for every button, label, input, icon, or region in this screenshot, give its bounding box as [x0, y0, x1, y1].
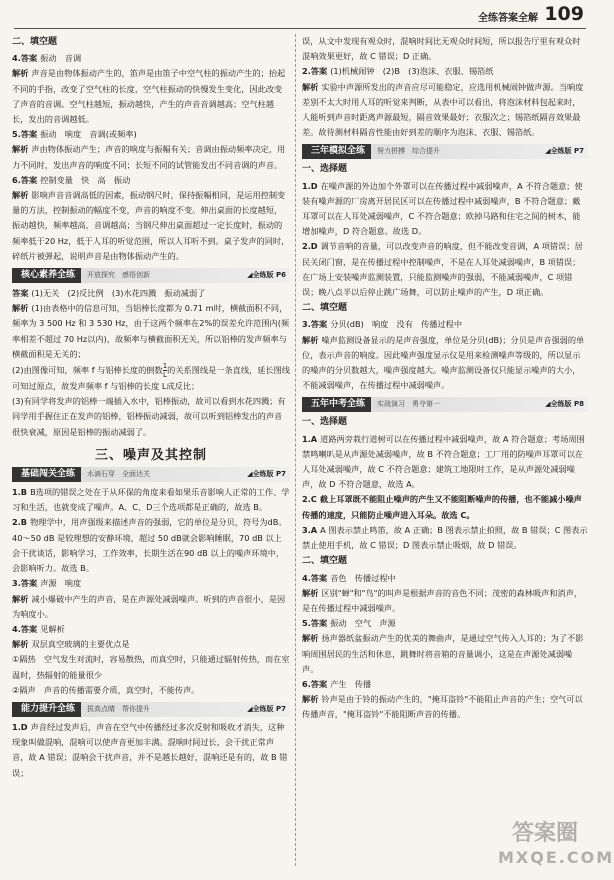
answer-item-4	[12, 51, 290, 127]
analysis-text: (3)有同学将发声的铝棒一端插入水中，铝棒振动，故可以看到水花四溅；有同学用手握住正在发声的铝棒，铝棒振动减弱，故可以听到铝棒发出的声音很快衰减，原因是铝棒的振动减弱了。	[12, 396, 286, 437]
analysis-text: 噪声监测设备显示的是声音强度，单位是分贝(dB)；分贝是声音强弱的单位，表示声音的响度。因此噪声强度显示仪是用来检测噪声等级的，所以显示的噪声的分贝数越大，噪声强度越大。噪声监测设备仅只能显示噪声的大小，不能减弱噪声，在传播过程中减弱噪声。	[302, 334, 585, 391]
item-label: 5.答案	[12, 129, 38, 140]
item-label: 5.答案	[302, 618, 328, 629]
section-heading: 二、填空题	[12, 37, 58, 47]
analysis-label: 解析	[302, 81, 319, 92]
banner-slogan: 拔高点睛 帮你提升	[87, 704, 151, 713]
analysis-text: 影响声音音调高低的因素，振动钢尺时，保持振幅相同，是运用控制变量的方法，控制振动的幅度不变，声音的响度不变。伸出桌面的长度越短，振动越快，频率越高，音调越高；当钢尺伸出桌面超过一定长度时，振动的频率低于20 Hz，低于人耳的听觉范围，所以人耳听不到。桌子发声的同时，碎纸片被弹起，说明声音是由物体振动产生的。	[12, 190, 290, 261]
item-answer: 分贝(dB) 响度 没有 传播过程中	[330, 319, 463, 330]
banner-three-year	[302, 144, 588, 159]
item-label: 答案	[12, 288, 29, 299]
answer-item-core	[12, 286, 290, 440]
watermark-bottom: MXQE.COM	[498, 848, 614, 867]
answer-item-b1	[12, 485, 290, 515]
item-label: 6.答案	[12, 174, 38, 185]
answer-item-d2	[302, 239, 588, 300]
watermark-logo	[498, 820, 614, 876]
page-header	[0, 0, 600, 30]
chapter-section-title: 三、噪声及其控制	[94, 447, 207, 463]
banner-basic	[12, 467, 290, 482]
item-label: 2.B	[12, 517, 28, 528]
analysis-text: 双层真空玻璃的主要优点是	[31, 639, 130, 650]
item-label: 2.C	[302, 494, 317, 505]
watermark-top: 答案圈	[511, 821, 578, 846]
analysis-label: 解析	[12, 639, 29, 650]
item-label: 4.答案	[12, 53, 38, 64]
analysis-text: (1)由表格中的信息可知，当铝棒长度都为 0.71 m时，横截面积不同，频率为 3 500 Hz 和 3 530 Hz，由于这两个频率在2%的误差允许范围内(频率相差不超过 70 Hz以内)，故频率与横截面积无关，所以铝棒的发声频率与横截面积是无关的；	[12, 303, 290, 359]
item-answer: 见解析	[40, 623, 65, 634]
item-answer: 振动 响度 音调(或频率)	[40, 129, 137, 140]
analysis-label: 解析	[12, 190, 29, 201]
banner-ref: ◢全练版 P7	[247, 469, 286, 478]
analysis-label: 解析	[302, 694, 319, 705]
answer-item-d1	[302, 179, 588, 240]
section-heading: 一、选择题	[302, 417, 348, 428]
item-text: 物理学中，用声强级来描述声音的强弱，它的单位是分贝，符号为dB。40～50 dB 是较理想的安静环境，超过 50 dB就会影响睡眠，70 dB 以上会干扰谈话，影响学习，工作效率，长期生活在90 dB 以上的噪声环境中，会影响听力。故选 B。	[12, 517, 287, 574]
banner-five-year	[302, 397, 588, 412]
answer-item-c1	[12, 720, 290, 781]
answer-item-b3	[12, 576, 290, 622]
analysis-text: 区别"蝉"和"鸟"的叫声是根据声音的音色不同；茂密的森林吸声和消声，是在传播过程中减弱噪声。	[302, 587, 583, 613]
analysis-text: (2)由图像可知，频率 f 与铝棒长度的倒数	[12, 365, 163, 376]
item-label: 2.答案	[302, 66, 328, 77]
analysis-label: 解析	[12, 593, 29, 604]
banner-ability	[12, 702, 290, 717]
banner-ref: ◢全练版 P7	[247, 704, 286, 713]
banner-title: 能力提升全练	[15, 702, 81, 717]
analysis-label: 解析	[302, 587, 319, 598]
banner-title: 基础闯关全练	[15, 467, 81, 482]
answer-item-c2	[302, 64, 588, 140]
banner-title: 核心素养全练	[15, 268, 81, 283]
header-title: 全练答案全解	[478, 13, 538, 24]
answer-item-e2	[302, 492, 588, 522]
item-label: 4.答案	[12, 623, 38, 634]
answer-item-c1-continued	[302, 34, 588, 64]
answer-item-e6	[302, 677, 588, 723]
right-column	[302, 34, 588, 723]
banner-ref: ◢全练版 P6	[247, 270, 286, 279]
item-answer: 产生 传播	[330, 678, 372, 689]
item-answer: 音色 传播过程中	[330, 572, 396, 583]
banner-ref: ◢全练版 P8	[545, 400, 584, 409]
analysis-text: 声由物体振动产生；声音的响度与振幅有关；音调由振动频率决定，用力不同时，发出声音的响度不同；长短不同的试管能发出不同音调的声音。	[12, 144, 286, 170]
analysis-label: 解析	[12, 144, 29, 155]
analysis-text: 铃声是由于铃的振动产生的，"掩耳盗铃"不能阻止声音的产生；空气可以传播声音，"掩耳盗铃"不能阻断声音的传播。	[302, 694, 583, 720]
analysis-label: 解析	[12, 303, 29, 314]
section-heading: 一、选择题	[302, 164, 348, 175]
page-number: 109	[544, 3, 584, 25]
item-text: 在噪声源的外边加个外罩可以在传播过程中减弱噪声，A 不符合题意；使装有噪声源的厂房离开居民区可以在传播过程中减弱噪声，B 不符合题意；戴耳罩可以在人耳处减弱噪声，C 不符合题意；欧掉马路和住宅之间的树木，能增加噪声，D 符合题意。故选 D。	[302, 180, 583, 237]
banner-title: 三年模拟全练	[305, 144, 371, 159]
answer-item-e4	[302, 571, 588, 617]
header-rule	[14, 28, 586, 29]
item-label: 3.答案	[12, 578, 38, 589]
section-heading: 二、填空题	[302, 556, 348, 567]
column-divider	[295, 34, 296, 866]
analysis-label: 解析	[12, 68, 29, 79]
answer-item-e1	[302, 432, 588, 493]
item-label: 1.A	[302, 433, 318, 444]
analysis-text: 扬声器纸盆振动产生的优美的舞曲声，是通过空气传入人耳的；为了不影响周围居民的生活和休息，跳舞时将音箱的音量调小，这是在声源处减弱噪声。	[302, 633, 584, 674]
section-heading: 二、填空题	[302, 303, 348, 314]
item-answer: (1)机械闹钟 (2)B (3)泡沫、衣服、锡箔纸	[330, 66, 494, 77]
item-text: A 图表示禁止鸣笛，故 A 正确；B 图表示禁止拍照，故 B 错误；C 图表示禁止使用手机，故 C 错误；D 图表示禁止吸烟，故 D 错误。	[302, 524, 588, 551]
banner-slogan: 水滴石穿 全面达关	[87, 469, 151, 478]
analysis-text: 的关系图线是一条直线，延长图线可知过原点，故发声频率 f 与铝棒的长度 L成反比；	[12, 365, 290, 392]
item-label: 3.A	[302, 524, 318, 535]
banner-ref: ◢全练版 P7	[545, 147, 584, 156]
item-label: 6.答案	[302, 678, 328, 689]
item-text: 道路两旁栽行道树可以在传播过程中减弱噪声，故 A 符合题意；考场周围禁鸣喇叭是从声源处减弱噪声，故 B 不符合题意；工厂用的防噪声耳罩可以在人耳处减弱噪声，故 C 不符合题意；建筑工地限时工作，是从声源处减弱噪声，故 D 不符合题意，故选 A。	[302, 433, 585, 490]
item-answer: (1)无关 (2)反比例 (3)水花四溅 振动减弱了	[31, 288, 206, 299]
item-text: 声音经过发声后，声音在空气中传播经过多次反射和吸收才消失，这种现象叫做混响，混响可以使声音更加丰满。混响时间过长，会干扰正常声音，故 A 错误；混响会干扰声音，并不是越长越好，混响还是有的，故 B 错误；	[12, 721, 288, 778]
item-label: 1.D	[302, 180, 318, 191]
item-label: 4.答案	[302, 572, 328, 583]
banner-slogan: 努力拼搏 综合提升	[377, 147, 441, 156]
item-text: 截上耳罩既不能阻止噪声的产生又不能阻断噪声的传播，也不能减小噪声传播的速度，只能防止噪声进入耳朵。故选 C。	[302, 494, 582, 520]
analysis-text: ①隔热 空气发生对流时，容易散热，而真空时，只能通过辐射传热，而在室温时，热辐射的能量很少	[12, 654, 290, 680]
item-label: 1.D	[12, 721, 28, 732]
answer-item-e5	[302, 616, 588, 677]
item-label: 3.答案	[302, 319, 328, 330]
item-answer: 振动 音调	[40, 53, 82, 64]
left-column	[12, 34, 290, 781]
answer-item-6	[12, 173, 290, 264]
analysis-label: 解析	[302, 334, 319, 345]
answer-item-5	[12, 127, 290, 173]
analysis-text: 实验中声源所发出的声音应尽可能稳定，应选用机械闹钟做声源。当响度差别不太大时用人耳的听觉来判断，从表中可以看出，将泡沫材料包起来时，人能听到声音时距离声源最短，隔音效果最好；衣服次之；锡箔纸隔音效果最差。故待测材料隔音性能由好到差的顺序为泡沫、衣服、锡箔纸。	[302, 81, 584, 138]
answer-item-b2	[12, 515, 290, 576]
answer-item-b4	[12, 622, 290, 698]
item-answer: 控制变量 快 高 振动	[40, 174, 131, 185]
answer-item-e3	[302, 523, 588, 553]
item-text: B选项的错误之处在于从环保的角度来看如果乐音影响人正常的工作、学习和生活，也就变成了噪声。A、C、D三个选项都是正确的，故选 B。	[12, 487, 290, 513]
banner-core-literacy	[12, 268, 290, 283]
item-answer: 声源 响度	[40, 578, 82, 589]
item-text: 调节音响的音量，可以改变声音的响度，但不能改变音调，A 项错误；居民关闭门窗，是在传播过程中控制噪声，不是在人耳处减弱噪声，B 项错误；在广场上安装噪声监测装置，只能监测噪声的强弱，不能减弱噪声，C 项错误；晚八点半以后停止跳广场舞，可以防止噪声的产生，D 项正确。	[302, 241, 583, 298]
item-label: 2.D	[302, 241, 318, 252]
analysis-label: 解析	[302, 633, 319, 644]
fraction-numerator: 1	[162, 362, 168, 371]
analysis-text: 减小爆破中产生的声音，是在声源处减弱噪声。听到的声音很小，是因为响度小。	[12, 593, 286, 619]
item-label: 1.B	[12, 487, 28, 498]
banner-slogan: 实战演习 勇夺第一	[377, 400, 441, 409]
banner-title: 五年中考全练	[305, 397, 371, 412]
banner-slogan: 开放探究 感悟创新	[87, 270, 151, 279]
item-answer: 振动 空气 声源	[330, 618, 396, 629]
analysis-text: 声音是由物体振动产生的，笛声是由笛子中空气柱的振动产生的；抬起不同的手指，改变了空气柱的长度，空气柱振动的快慢发生变化，因此改变了声音的音调。空气柱越短，振动越快，产生的声音音调越高；空气柱越长，发出的音调越低。	[12, 68, 286, 125]
fraction-denominator: L	[162, 371, 167, 380]
answer-item-d3	[302, 317, 588, 393]
item-text: 误，从文中发现有观众时，混响时间比无观众时间短，所以报告厅里有观众时混响效果更好，故 C 错误；D 正确。	[302, 36, 581, 62]
analysis-text: ②隔声 声音的传播需要介质，真空时，不能传声。	[12, 684, 200, 695]
